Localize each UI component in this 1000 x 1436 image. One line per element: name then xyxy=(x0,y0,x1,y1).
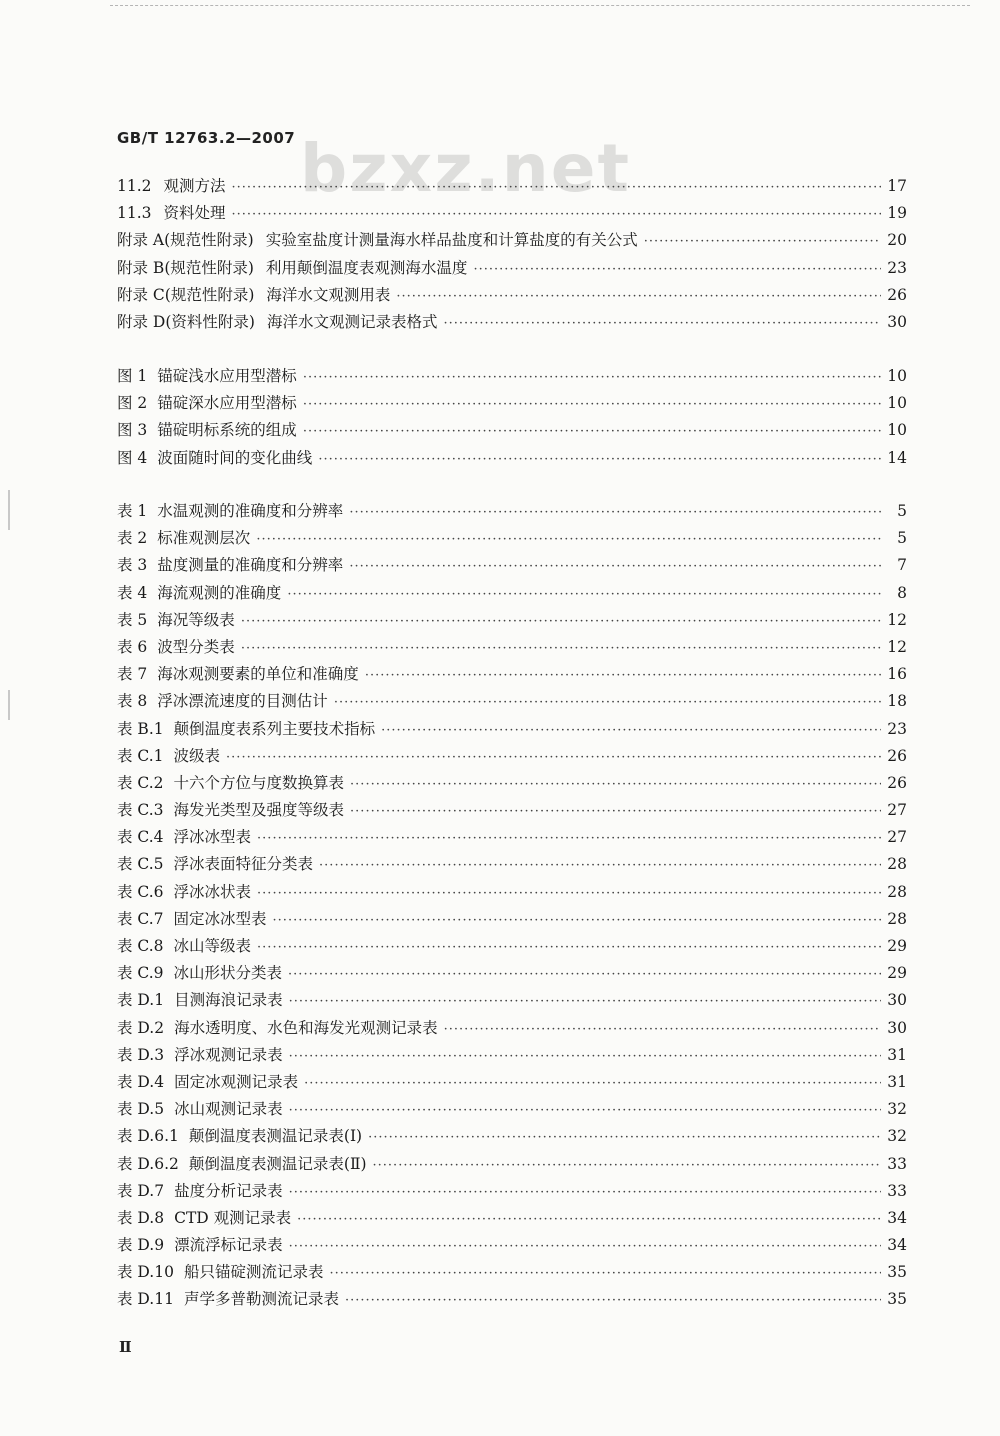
toc-entry xyxy=(117,526,907,553)
toc-leader-dots xyxy=(289,994,881,1009)
toc-entry-page: 10 xyxy=(887,367,907,385)
toc-entry-label: 附录 C(规范性附录) xyxy=(117,285,255,304)
toc-entry-label: 表 B.1 xyxy=(117,719,164,738)
toc-entry-label: 附录 A(规范性附录) xyxy=(117,231,254,250)
toc-entry-label: 附录 D(资料性附录) xyxy=(117,312,255,331)
toc-entry-page: 14 xyxy=(887,448,907,467)
toc-leader-dots xyxy=(318,452,881,467)
toc-entry-title: 声学多普勒测流记录表 xyxy=(183,1290,339,1309)
toc-entry-page: 33 xyxy=(887,1154,907,1173)
toc-entry-title: 海流观测的准确度 xyxy=(157,583,282,602)
toc-entry xyxy=(117,201,907,228)
toc-entry-page: 16 xyxy=(887,665,907,684)
toc-entry-page: 23 xyxy=(887,719,907,738)
toc-entry-label: 图 3 xyxy=(117,421,148,440)
toc-entry-label: 表 D.5 xyxy=(117,1100,165,1119)
toc-entry-page: 26 xyxy=(887,746,907,765)
toc-entry-title: 颠倒温度表系列主要技术指标 xyxy=(173,719,376,738)
toc-entry-title: 船只锚碇测流记录表 xyxy=(183,1263,324,1282)
toc-entry-page: 27 xyxy=(887,801,907,820)
toc-entry xyxy=(117,1206,907,1233)
toc-entry-page: 12 xyxy=(887,610,907,629)
toc-entry-label: 表 D.7 xyxy=(117,1181,165,1200)
toc-entry xyxy=(117,391,907,418)
toc-entry-page: 32 xyxy=(887,1100,907,1119)
toc-entry-title: 海洋水文观测用表 xyxy=(266,285,391,304)
toc-entry-page: 28 xyxy=(887,882,907,901)
toc-entry xyxy=(117,1179,907,1206)
toc-entry xyxy=(117,283,907,310)
toc-entry-label: 表 C.5 xyxy=(117,855,164,874)
toc-entry-label: 表 C.9 xyxy=(117,964,164,983)
toc-leader-dots xyxy=(350,804,881,819)
toc-entry-label: 表 C.4 xyxy=(117,828,164,847)
toc-entry-page: 35 xyxy=(887,1290,907,1309)
toc-leader-dots xyxy=(349,559,881,574)
toc-entry-label: 表 D.6.1 xyxy=(117,1127,179,1146)
toc-entry-title: 水温观测的准确度和分辨率 xyxy=(157,502,344,520)
top-scan-edge xyxy=(110,5,970,6)
toc-entry-title: 资料处理 xyxy=(163,204,226,223)
toc-entry-title: 浮冰观测记录表 xyxy=(174,1045,283,1064)
toc-entry-title: 目测海浪记录表 xyxy=(174,991,283,1010)
toc-entry-page: 28 xyxy=(887,855,907,874)
toc-entry xyxy=(117,1287,907,1314)
toc-entry xyxy=(117,1016,907,1043)
toc-entry-label: 附录 B(规范性附录) xyxy=(117,258,254,277)
toc-entry-label: 表 D.11 xyxy=(117,1290,174,1309)
toc-appendix-section xyxy=(117,174,907,337)
toc-leader-dots xyxy=(303,397,881,412)
toc-entry-page: 34 xyxy=(887,1236,907,1255)
toc-leader-dots xyxy=(345,1293,881,1308)
toc-entry-label: 表 D.8 xyxy=(117,1208,165,1227)
toc-entry xyxy=(117,1260,907,1287)
scan-artifact xyxy=(8,690,10,720)
toc-entry xyxy=(117,256,907,283)
toc-entry-page: 26 xyxy=(887,285,907,304)
toc-leader-dots xyxy=(365,668,881,683)
toc-entry-title: 颠倒温度表测温记录表(Ⅱ) xyxy=(188,1154,367,1173)
toc-entry-title: 观测方法 xyxy=(163,177,226,195)
toc-entry xyxy=(117,1097,907,1124)
toc-entry-label: 图 2 xyxy=(117,394,148,413)
toc-entry xyxy=(117,228,907,255)
toc-leader-dots xyxy=(368,1130,881,1145)
toc-leader-dots xyxy=(644,234,881,249)
toc-entry-page: 33 xyxy=(887,1181,907,1200)
toc-entry xyxy=(117,418,907,445)
toc-entry-title: 海发光类型及强度等级表 xyxy=(173,801,345,820)
toc-entry-page: 5 xyxy=(897,502,907,520)
toc-leader-dots xyxy=(289,1103,881,1118)
toc-leader-dots xyxy=(304,1076,881,1091)
toc-entry-page: 30 xyxy=(887,991,907,1010)
toc-entry-title: 浮冰冰型表 xyxy=(173,828,252,847)
toc-entry-page: 35 xyxy=(887,1263,907,1282)
toc-entry-page: 32 xyxy=(887,1127,907,1146)
toc-entry-label: 表 D.3 xyxy=(117,1045,165,1064)
toc-leader-dots xyxy=(396,289,881,304)
toc-entry-page: 29 xyxy=(887,937,907,955)
toc-entry xyxy=(117,1043,907,1070)
toc-entry xyxy=(117,825,907,852)
toc-figure-section xyxy=(117,364,907,473)
toc-entry-label: 11.3 xyxy=(117,204,152,223)
toc-entry-page: 31 xyxy=(887,1045,907,1064)
toc-entry-label: 表 4 xyxy=(117,583,148,602)
toc-entry-label: 表 D.10 xyxy=(117,1263,174,1282)
toc-entry xyxy=(117,934,907,961)
toc-entry xyxy=(117,310,907,337)
toc-entry-label: 表 2 xyxy=(117,529,148,548)
toc-entry-title: 海水透明度、水色和海发光观测记录表 xyxy=(174,1018,438,1037)
toc-entry xyxy=(117,689,907,716)
page-number: Ⅱ xyxy=(119,1338,132,1356)
toc-entry xyxy=(117,988,907,1015)
toc-entry-page: 5 xyxy=(897,529,907,548)
toc-entry-page: 7 xyxy=(897,556,907,575)
toc-entry-title: 利用颠倒温度表观测海水温度 xyxy=(265,258,468,277)
toc-entry xyxy=(117,635,907,662)
toc-leader-dots xyxy=(287,587,881,602)
toc-entry-label: 表 6 xyxy=(117,637,148,656)
toc-entry-page: 26 xyxy=(887,773,907,792)
toc-entry xyxy=(117,499,907,526)
toc-entry-page: 19 xyxy=(887,204,907,223)
toc-entry-title: 标准观测层次 xyxy=(157,529,251,548)
toc-leader-dots xyxy=(381,723,881,738)
toc-entry-title: 颠倒温度表测温记录表(Ⅰ) xyxy=(188,1127,363,1146)
toc-entry xyxy=(117,852,907,879)
toc-entry xyxy=(117,446,907,473)
toc-entry-label: 表 D.9 xyxy=(117,1236,165,1255)
toc-leader-dots xyxy=(241,641,881,656)
toc-entry-page: 12 xyxy=(887,637,907,656)
toc-entry xyxy=(117,1124,907,1151)
toc-entry-page: 23 xyxy=(887,258,907,277)
toc-entry xyxy=(117,907,907,934)
toc-entry-page: 18 xyxy=(887,692,907,711)
toc-leader-dots xyxy=(319,858,881,873)
toc-entry-title: CTD 观测记录表 xyxy=(174,1208,292,1227)
toc-entry-label: 表 C.7 xyxy=(117,909,164,928)
toc-entry xyxy=(117,1152,907,1179)
toc-leader-dots xyxy=(289,1185,881,1200)
toc-leader-dots xyxy=(256,532,881,547)
toc-entry-page: 10 xyxy=(887,421,907,440)
scan-artifact xyxy=(8,490,10,530)
toc-entry xyxy=(117,608,907,635)
watermark: bzxz.net xyxy=(300,130,632,207)
toc-entry-page: 30 xyxy=(887,312,907,331)
toc-entry xyxy=(117,1233,907,1260)
toc-entry-title: 漂流浮标记录表 xyxy=(174,1236,283,1255)
toc-entry-label: 表 C.8 xyxy=(117,937,164,955)
toc-entry-title: 浮冰表面特征分类表 xyxy=(173,855,314,874)
toc-leader-dots xyxy=(257,940,881,955)
toc-entry-label: 表 D.4 xyxy=(117,1072,165,1091)
toc-entry-title: 浮冰漂流速度的目测估计 xyxy=(157,692,328,711)
toc-leader-dots xyxy=(241,614,881,629)
toc-entry-page: 20 xyxy=(887,231,907,250)
toc-entry-title: 海洋水文观测记录表格式 xyxy=(266,312,438,331)
toc-entry-title: 盐度分析记录表 xyxy=(174,1181,283,1200)
toc-entry-title: 实验室盐度计测量海水样品盐度和计算盐度的有关公式 xyxy=(265,231,638,250)
toc-leader-dots xyxy=(334,695,881,710)
toc-entry xyxy=(117,662,907,689)
toc-leader-dots xyxy=(226,750,881,765)
toc-entry-title: 冰山形状分类表 xyxy=(173,964,283,983)
toc-entry xyxy=(117,364,907,391)
toc-leader-dots xyxy=(289,1049,881,1064)
toc-entry-title: 锚碇浅水应用型潜标 xyxy=(157,367,297,385)
toc-entry xyxy=(117,553,907,580)
toc-entry xyxy=(117,798,907,825)
toc-entry-page: 28 xyxy=(887,909,907,928)
toc-entry-page: 34 xyxy=(887,1208,907,1227)
toc-entry-title: 波级表 xyxy=(173,746,221,765)
toc-entry-title: 十六个方位与度数换算表 xyxy=(173,773,345,792)
toc-entry-title: 海冰观测要素的单位和准确度 xyxy=(157,665,359,684)
toc-leader-dots xyxy=(297,1212,881,1227)
toc-entry-title: 锚碇深水应用型潜标 xyxy=(157,394,297,413)
toc-leader-dots xyxy=(303,370,881,385)
toc-table-section xyxy=(117,499,907,1315)
toc-entry xyxy=(117,717,907,744)
toc-leader-dots xyxy=(303,424,881,439)
toc-entry-label: 表 7 xyxy=(117,665,148,684)
toc-leader-dots xyxy=(288,967,881,982)
toc-entry-label: 表 C.2 xyxy=(117,773,164,792)
toc-leader-dots xyxy=(329,1266,881,1281)
toc-entry xyxy=(117,880,907,907)
toc-leader-dots xyxy=(232,180,881,195)
toc-leader-dots xyxy=(473,262,881,277)
toc-entry-title: 固定冰冰型表 xyxy=(173,909,267,928)
toc-entry xyxy=(117,744,907,771)
toc-leader-dots xyxy=(273,913,881,928)
toc-entry xyxy=(117,581,907,608)
standard-number: GB/T 12763.2—2007 xyxy=(117,129,296,147)
toc-entry xyxy=(117,1070,907,1097)
toc-leader-dots xyxy=(289,1239,881,1254)
toc-entry-label: 11.2 xyxy=(117,177,152,195)
toc-entry-label: 表 C.3 xyxy=(117,801,164,820)
toc-entry-label: 表 C.6 xyxy=(117,882,164,901)
toc-leader-dots xyxy=(349,505,881,520)
toc-entry-label: 表 C.1 xyxy=(117,746,164,765)
toc-entry-title: 海况等级表 xyxy=(157,610,235,629)
toc-entry xyxy=(117,961,907,988)
toc-entry-title: 冰山等级表 xyxy=(173,937,252,955)
toc-entry-page: 17 xyxy=(887,177,907,195)
toc-leader-dots xyxy=(232,207,881,222)
toc-entry-label: 表 8 xyxy=(117,692,148,711)
toc-entry xyxy=(117,771,907,798)
toc-entry-page: 31 xyxy=(887,1072,907,1091)
toc-entry-label: 表 1 xyxy=(117,502,148,520)
toc-entry-label: 图 1 xyxy=(117,367,148,385)
toc-entry-title: 锚碇明标系统的组成 xyxy=(157,421,297,440)
toc-entry-label: 表 5 xyxy=(117,610,148,629)
toc-leader-dots xyxy=(373,1158,881,1173)
toc-entry-page: 30 xyxy=(887,1018,907,1037)
toc-entry-label: 表 D.2 xyxy=(117,1018,165,1037)
toc-leader-dots xyxy=(350,777,881,792)
toc-entry-page: 27 xyxy=(887,828,907,847)
toc-leader-dots xyxy=(257,831,881,846)
toc-entry-page: 8 xyxy=(897,583,907,602)
toc-entry-title: 盐度测量的准确度和分辨率 xyxy=(157,556,344,575)
toc-leader-dots xyxy=(443,316,881,331)
toc-entry-label: 图 4 xyxy=(117,448,148,467)
toc-entry-page: 29 xyxy=(887,964,907,983)
toc-entry-page: 10 xyxy=(887,394,907,413)
toc-entry-label: 表 D.1 xyxy=(117,991,165,1010)
toc-entry xyxy=(117,174,907,201)
toc-entry-label: 表 3 xyxy=(117,556,148,575)
toc-entry-title: 波面随时间的变化曲线 xyxy=(157,448,313,467)
toc-leader-dots xyxy=(257,886,881,901)
toc-entry-label: 表 D.6.2 xyxy=(117,1154,179,1173)
toc-entry-title: 波型分类表 xyxy=(157,637,235,656)
toc-entry-title: 冰山观测记录表 xyxy=(174,1100,283,1119)
toc-entry-title: 浮冰冰状表 xyxy=(173,882,252,901)
toc-leader-dots xyxy=(444,1022,881,1037)
toc-entry-title: 固定冰观测记录表 xyxy=(174,1072,299,1091)
